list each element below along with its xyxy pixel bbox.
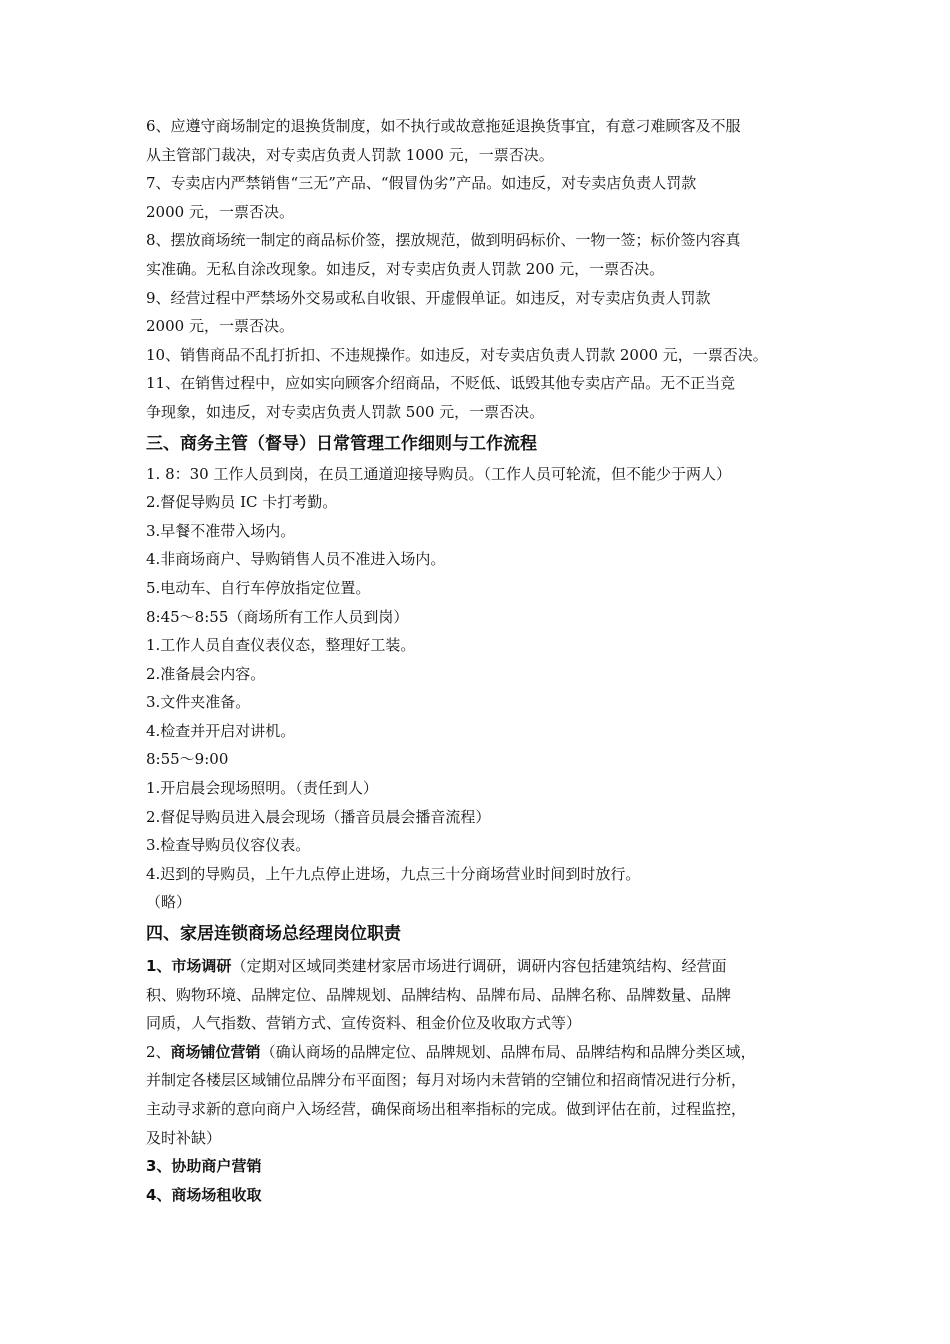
- item2-line-3: 主动寻求新的意向商户入场经营，确保商场出租率指标的完成。做到评估在前，过程监控，: [146, 1100, 747, 1118]
- section4-heading: 四、家居连锁商场总经理岗位职责: [146, 924, 401, 945]
- item2-line-2: 并制定各楼层区域铺位品牌分布平面图；每月对场内未营销的空铺位和招商情况进行分析，: [146, 1071, 747, 1090]
- section3-line: 1.开启晨会现场照明。（责任到人）: [146, 779, 378, 798]
- section2-list: [146, 112, 826, 427]
- section3-line: 8:55～9:00: [146, 750, 229, 769]
- section2-item-7-line-2: 2000 元，一票否决。: [146, 202, 294, 221]
- section3-line: （略）: [146, 893, 192, 912]
- section4-item4: 4、商场场租收取: [146, 1185, 262, 1204]
- section2-item-6-line-2: 从主管部门裁决，对专卖店负责人罚款 1000 元，一票否决。: [146, 145, 554, 164]
- item1-line-1: （定期对区域同类建材家居市场进行调研，调研内容包括建筑结构、经营面: [231, 957, 727, 976]
- section3-line: 3.早餐不准带入场内。: [146, 521, 296, 540]
- item1-line-3: 同质，人气指数、营销方式、宣传资料、租金价位及收取方式等）: [146, 1014, 582, 1033]
- section2-item-9-line-2: 2000 元，一票否决。: [146, 317, 294, 336]
- section3-heading: 三、商务主管（督导）日常管理工作细则与工作流程: [146, 433, 537, 454]
- item1-line-2: 积、购物环境、品牌定位、品牌规划、品牌结构、品牌布局、品牌名称、品牌数量、品牌: [146, 985, 732, 1004]
- section3-line: 8:45～8:55（商场所有工作人员到岗）: [146, 607, 409, 626]
- section3-list: [146, 460, 826, 918]
- section2-item-11-line-2: 争现象，如违反，对专卖店负责人罚款 500 元，一票否决。: [146, 402, 545, 421]
- item2-line-1: （确认商场的品牌定位、品牌规划、品牌布局、品牌结构和品牌分类区域，: [260, 1042, 756, 1061]
- section2-item-7-line-1: 7、专卖店内严禁销售“三无”产品、“假冒伪劣”产品。如违反，对专卖店负责人罚款: [146, 174, 697, 193]
- section4-item3: 3、协助商户营销: [146, 1157, 262, 1176]
- section2-item-8-line-1: 8、摆放商场统一制定的商品标价签，摆放规范，做到明码标价、一物一签；标价签内容真: [146, 231, 741, 250]
- section3-line: 3.检查导购员仪容仪表。: [146, 836, 311, 855]
- section2-item-9-line-1: 9、经营过程中严禁场外交易或私自收银、开虚假单证。如违反，对专卖店负责人罚款: [146, 288, 711, 307]
- section4-item1: [146, 952, 826, 981]
- section4-item2: [146, 1038, 826, 1067]
- section3-line: 1.工作人员自查仪表仪态，整理好工装。: [146, 636, 416, 655]
- section2-item-10-line-1: 10、销售商品不乱打折扣、不违规操作。如违反，对专卖店负责人罚款 2000 元，一票否决。: [146, 345, 768, 364]
- section3-line: 5.电动车、自行车停放指定位置。: [146, 578, 371, 597]
- section3-line: 3.文件夹准备。: [146, 693, 251, 712]
- document-body: [146, 112, 826, 1209]
- item2-title: 商场铺位营销: [170, 1042, 261, 1061]
- section2-item-6-line-1: 6、应遵守商场制定的退换货制度，如不执行或故意拖延退换货事宜，有意刁难顾客及不服: [146, 117, 741, 135]
- section3-line: 1. 8：30 工作人员到岗，在员工通道迎接导购员。（工作人员可轮流，但不能少于两人）: [146, 464, 731, 483]
- section3-line: 4.迟到的导购员，上午九点停止进场，九点三十分商场营业时间到时放行。: [146, 864, 641, 883]
- item1-title: 1、市场调研: [146, 957, 232, 976]
- section2-item-8-line-2: 实准确。无私自涂改现象。如违反，对专卖店负责人罚款 200 元，一票否决。: [146, 259, 665, 278]
- item2-prefix: 2、: [146, 1042, 171, 1061]
- section3-line: 2.督促导购员 IC 卡打考勤。: [146, 493, 338, 512]
- section3-line: 2.准备晨会内容。: [146, 664, 266, 683]
- section3-line: 4.检查并开启对讲机。: [146, 721, 296, 740]
- section3-line: 2.督促导购员进入晨会现场（播音员晨会播音流程）: [146, 807, 491, 826]
- section3-line: 4.非商场商户、导购销售人员不准进入场内。: [146, 550, 446, 569]
- section2-item-11-line-1: 11、在销售过程中，应如实向顾客介绍商品，不贬低、诋毁其他专卖店产品。无不正当竞: [146, 374, 736, 393]
- item2-line-4: 及时补缺）: [146, 1128, 222, 1147]
